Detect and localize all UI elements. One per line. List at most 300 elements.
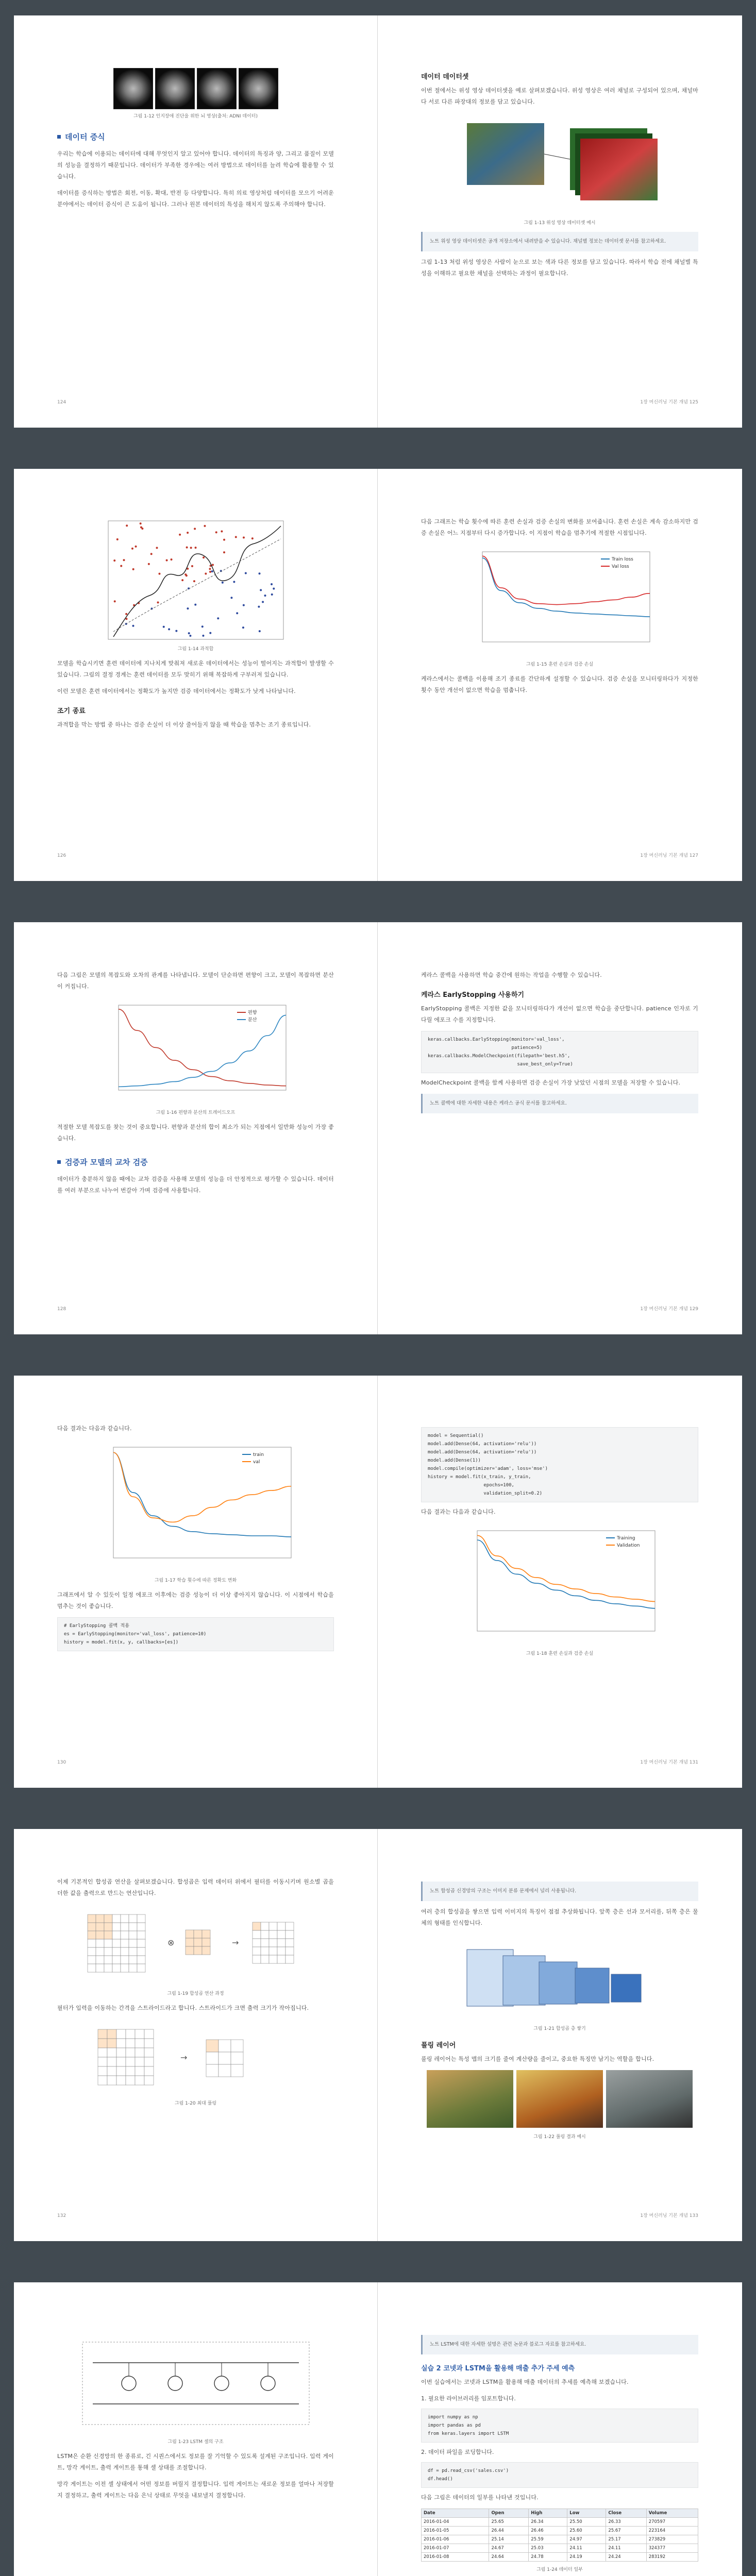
spread-6 [14,2282,742,2576]
page-right-4 [378,1376,742,1788]
grid-cell [231,2064,243,2077]
pooling-diagram [77,2019,314,2096]
paragraph: 다음 그림은 데이터의 일부를 나타낸 것입니다. [421,2494,539,2501]
table-cell: 24.67 [489,2544,529,2553]
grid-cell [261,1930,269,1939]
feature-map [575,1968,609,2003]
red-point [190,547,192,549]
table-cell: 24.64 [489,2553,529,2562]
page-right-6 [378,2282,742,2576]
red-point [123,559,125,561]
page-left-2 [14,469,378,881]
blue-point [273,588,275,590]
grid-cell [206,2040,219,2052]
table-header-cell: Open [489,2509,529,2518]
grid-cell [98,2039,107,2048]
table-cell: 25.65 [489,2518,529,2527]
grid-cell [277,1922,285,1930]
spread-3 [14,922,742,1334]
blue-point [264,595,266,597]
grid-cell [144,2039,154,2048]
grid-cell [107,2048,116,2057]
grid-cell [116,2057,126,2066]
grid-cell [253,1930,261,1939]
page-number: 124 [57,400,66,405]
grid-cell [116,2048,126,2057]
gate-node [168,2376,182,2391]
grid-cell [88,1956,96,1964]
page-right-3 [378,922,742,1334]
red-point [221,530,223,532]
table-header-cell: High [529,2509,567,2518]
grid-cell [129,1939,137,1947]
figure-caption: 그림 1-23 LSTM 셀의 구조 [167,2439,224,2445]
subsection-heading: 데이터 데이터셋 [421,73,469,81]
red-point [135,546,137,548]
blue-point [162,626,164,628]
red-point [184,573,187,575]
red-point [113,560,115,562]
grid-cell [137,1947,145,1956]
blue-point [244,572,246,574]
grid-cell [144,2066,154,2076]
figure-caption: 그림 1-22 풀링 결과 예시 [533,2134,586,2140]
grid-cell [206,2064,219,2077]
grid-cell [277,1955,285,1963]
grid-cell [121,1947,129,1956]
table-cell: 25.50 [567,2518,606,2527]
input-grid [88,1914,145,1972]
grid-cell [206,2052,219,2064]
note-box: 노트 합성곱 신경망의 구조는 이미지 분류 문제에서 널리 사용됩니다. [421,1882,698,1901]
grid-cell [104,1923,112,1931]
grid-cell [112,1939,121,1947]
note-box: 노트 콜백에 대한 자세한 내용은 케라스 공식 문서를 참고하세요. [421,1094,698,1113]
code-block: keras.callbacks.EarlyStopping(monitor='val_loss', patience=5) keras.callbacks.ModelCheckpoint(filepath='best.h5', save_best_only=True) [421,1031,698,1073]
feature-map [539,1962,577,2004]
grid-cell [96,1947,104,1956]
table-cell: 2016-01-08 [422,2553,489,2562]
grid-cell [269,1930,277,1939]
blue-point [209,632,211,634]
red-point [150,553,152,555]
grid-cell [96,1914,104,1923]
blue-point [194,604,196,606]
subsection-heading: 조기 종료 [57,707,86,715]
table-row [422,2518,698,2527]
paragraph: 풀링 레이어는 특성 맵의 크기를 줄여 계산량을 줄이고, 중요한 특징만 남기는 역할을 합니다. [421,2056,654,2062]
grid-cell [121,1964,129,1972]
page-header-footer: 1장 머신러닝 기본 개념 131 [640,1760,698,1765]
legend-label: Validation [617,1543,640,1548]
blue-point [201,625,203,628]
grid-cell [88,1947,96,1956]
figure-caption: 그림 1-17 학습 횟수에 따른 정확도 변화 [154,1578,237,1583]
grid-cell [129,1923,137,1931]
red-point [234,536,237,538]
paragraph: 여러 층의 합성곱을 쌓으면 입력 이미지의 특징이 점점 추상화됩니다. 앞쪽 층은 선과 모서리를, 뒤쪽 층은 물체의 형태를 인식합니다. [421,1908,698,1926]
grid-cell [269,1947,277,1955]
convolution-diagram [77,1904,314,1987]
grid-cell [269,1955,277,1963]
figure-caption: 그림 1-14 과적합 [177,647,214,652]
grid-cell [186,1938,194,1946]
red-point [158,573,160,575]
photo-row [421,2070,698,2128]
red-point [140,526,142,528]
paragraph: 그래프에서 알 수 있듯이 일정 에포크 이후에는 검증 성능이 더 이상 좋아지지 않습니다. 이 시점에서 학습을 멈추는 것이 좋습니다. [57,1591,334,1609]
grid-cell [88,1939,96,1947]
table-cell: 2016-01-07 [422,2544,489,2553]
red-point [203,556,205,558]
table-header-cell: Date [422,2509,489,2518]
paragraph: 과적합을 막는 방법 중 하나는 검증 손실이 더 이상 줄어들지 않을 때 학습을 멈추는 조기 종료입니다. [57,721,311,728]
red-point [165,559,167,561]
grid-cell [104,1956,112,1964]
paragraph: 망각 게이트는 이전 셀 상태에서 어떤 정보를 버릴지 결정합니다. 입력 게이트는 새로운 정보를 얼마나 저장할지 결정하고, 출력 게이트는 다음 은닉 상태로 무엇을 내보낼지 결정합니다. [57,2481,334,2499]
paragraph: 다음 그래프는 학습 횟수에 따른 훈련 손실과 검증 손실의 변화를 보여줍니다. 훈련 손실은 계속 감소하지만 검증 손실은 어느 지점부터 다시 증가합니다. 이 지점이 학습을 멈추기에 적절한 시점입니다. [421,518,698,536]
grid-cell [194,1930,202,1938]
grid-cell [126,2039,135,2048]
overfitting-scatter [103,518,289,642]
subsection-heading: 케라스 EarlyStopping 사용하기 [421,991,525,999]
legend-entry [237,1016,257,1023]
figure-caption: 그림 1-19 합성곱 연산 과정 [167,1991,224,1996]
table-header-row [422,2509,698,2518]
blue-point [258,630,260,632]
paragraph: 이런 모델은 훈련 데이터에서는 정확도가 높지만 검증 데이터에서는 정확도가 낮게 나타납니다. [57,688,296,694]
spread-2 [14,469,742,881]
blue-point [187,607,189,609]
blue-point [260,589,262,591]
figure-caption: 그림 1-18 훈련 손실과 검증 손실 [526,1651,594,1656]
grid-cell [112,1923,121,1931]
page-right-1 [378,15,742,428]
svg-text:→: → [231,1938,239,1947]
section-heading: 데이터 증식 [57,131,334,142]
code-block: model = Sequential() model.add(Dense(64, activation='relu')) model.add(Dense(64, activation='relu')) model.add(Dense(1)) model.compile(optimizer='adam', loss='mse') history = model.fit(x_train, y_train, epochs=100, validation_split=0.2) [421,1427,698,1502]
blue-point [189,635,191,637]
blue-point [271,583,273,585]
table-cell: 270597 [646,2518,698,2527]
grid-cell [121,1956,129,1964]
grid-cell [107,2076,116,2085]
blue-point [175,630,177,632]
grid-cell [137,1931,145,1939]
plot-frame [113,1447,291,1558]
table-cell: 24.11 [606,2544,646,2553]
grid-cell [96,1931,104,1939]
series-line-1 [113,1452,291,1522]
grid-cell [121,1914,129,1923]
smooth-boundary [113,539,281,632]
section-heading: 실습 2 코넷과 LSTM을 활용해 매출 추가 주세 예측 [421,2365,575,2372]
grid-cell [96,1939,104,1947]
red-point [120,565,122,567]
blue-point [230,597,232,599]
code-block: import numpy as np import pandas as pd from keras.layers import LSTM [421,2409,698,2443]
grid-cell [88,1931,96,1939]
spread-1 [14,15,742,428]
bias-variance-chart [98,997,294,1106]
paragraph: 이제 기본적인 합성곱 연산을 살펴보겠습니다. 합성곱은 입력 데이터 위에서 필터를 이동시키며 원소별 곱을 더한 값을 출력으로 만드는 연산입니다. [57,1878,334,1896]
grid-cell [253,1947,261,1955]
blue-point [211,570,213,572]
paragraph: LSTM은 순환 신경망의 한 종류로, 긴 시퀀스에서도 정보를 잘 기억할 수 있도록 설계된 구조입니다. 입력 게이트, 망각 게이트, 출력 게이트를 통해 셀 상태를 조절합니다. [57,2453,334,2471]
grid-cell [269,1922,277,1930]
grid-cell [121,1939,129,1947]
table-cell: 2016-01-04 [422,2518,489,2527]
red-point [187,532,189,534]
red-point [211,564,213,566]
grid-cell [261,1947,269,1955]
grid-cell [137,1956,145,1964]
grid-cell [285,1930,294,1939]
legend-label: train [253,1452,264,1458]
page-header-footer: 1장 머신러닝 기본 개념 125 [640,400,698,405]
figure-caption: 그림 1-21 합성곱 층 쌓기 [533,2026,586,2031]
photo-autumn [516,2070,603,2128]
page-left-4 [14,1376,378,1788]
grid-cell [285,1922,294,1930]
photo-cat [606,2070,693,2128]
paragraph: 다음 결과는 다음과 같습니다. [57,1425,132,1432]
lstm-gates [122,2363,275,2391]
grid-cell [107,2066,116,2076]
table-row [422,2527,698,2535]
plot-frame [119,1005,286,1090]
spread-5 [14,1829,742,2241]
red-point [191,565,193,567]
grid-cell [144,2048,154,2057]
table-cell: 25.59 [529,2535,567,2544]
grid-cell [98,2057,107,2066]
gate-node [214,2376,229,2391]
table-row [422,2544,698,2553]
section-heading: 검증과 모델의 교차 검증 [57,1157,334,1167]
table-row [422,2535,698,2544]
satellite-rgb-image [467,123,544,185]
table-header-cell: Low [567,2509,606,2518]
table-header-cell: Volume [646,2509,698,2518]
grid-cell [253,1939,261,1947]
grid-cell [112,1931,121,1939]
red-point [139,522,141,524]
legend-entry [606,1543,640,1548]
grid-cell [277,1939,285,1947]
paragraph: 적절한 모델 복잡도를 찾는 것이 중요합니다. 편향과 분산의 합이 최소가 되는 지점에서 일반화 성능이 가장 좋습니다. [57,1124,334,1142]
list-item: 1. 필요한 라이브러리를 임포트합니다. [421,2395,516,2402]
training-validation-chart [457,1523,663,1647]
red-point [251,537,253,539]
grid-cell [98,2048,107,2057]
table-cell: 223164 [646,2527,698,2535]
photo-forest [427,2070,513,2128]
page-left-5 [14,1829,378,2241]
grid-cell [202,1938,210,1946]
red-point [131,548,133,550]
paragraph: 이번 절에서는 위성 영상 데이터셋을 예로 살펴보겠습니다. 위성 영상은 여러 채널로 구성되어 있으며, 채널마다 서로 다른 파장대의 정보를 담고 있습니다. [421,87,698,105]
grid-cell [116,2029,126,2039]
grid-cell [285,1939,294,1947]
legend-entry [601,564,629,569]
table-cell: 25.67 [606,2527,646,2535]
table-cell: 24.78 [529,2553,567,2562]
svg-text:⊗: ⊗ [167,1938,174,1947]
legend-entry [242,1452,264,1458]
mri-slice [155,68,195,109]
legend-label: Val loss [612,564,629,569]
page-right-2 [378,469,742,881]
grid-cell [112,1956,121,1964]
red-point [156,547,158,549]
blue-point [202,635,204,637]
series-line-1 [482,556,650,604]
grid-cell [112,1914,121,1923]
grid-cell [129,1947,137,1956]
page-number: 130 [57,1760,66,1765]
legend-label: val [253,1460,260,1465]
satellite-channel-image [580,139,658,200]
grid-cell [129,1956,137,1964]
heading-bullet-icon [57,1160,61,1164]
series-line-1 [119,1015,286,1087]
table-cell: 24.24 [606,2553,646,2562]
blue-point [258,606,260,608]
grid-cell [88,1923,96,1931]
red-point [205,572,207,574]
page-header-footer: 1장 머신러닝 기본 개념 133 [640,2213,698,2218]
cnn-stack-diagram [451,1934,668,2022]
mri-slice [197,68,237,109]
grid-cell [126,2066,135,2076]
lstm-diagram [72,2332,320,2435]
grid-cell [285,1947,294,1955]
table-cell: 2016-01-06 [422,2535,489,2544]
red-point [126,524,128,527]
grid-cell [144,2057,154,2066]
table-cell: 283192 [646,2553,698,2562]
grid-cell [112,1947,121,1956]
blue-points [125,570,275,637]
paragraph: 이번 실습에서는 코넷과 LSTM을 활용해 매출 데이터의 추세를 예측해 보겠습니다. [421,2379,629,2385]
grid-cell [285,1955,294,1963]
grid-cell [194,1938,202,1946]
page-header-footer: 1장 머신러닝 기본 개념 129 [640,1307,698,1312]
table-header-cell: Close [606,2509,646,2518]
table-cell: 24.97 [567,2535,606,2544]
paragraph: 데이터가 충분하지 않을 때에는 교차 검증을 사용해 모델의 성능을 더 안정적으로 평가할 수 있습니다. 데이터를 여러 부분으로 나누어 번갈아 가며 검증에 사용합니다. [57,1176,334,1194]
paragraph: 모델을 학습시키면 훈련 데이터에 지나치게 맞춰져 새로운 데이터에서는 성능이 떨어지는 과적합이 발생할 수 있습니다. 그림의 결정 경계는 훈련 데이터를 모두 맞히기 위해 복잡하게 구부러져 있습니다. [57,660,334,678]
grid-cell [135,2039,144,2048]
table-cell: 26.34 [529,2518,567,2527]
red-point [204,525,206,527]
grid-cell [261,1922,269,1930]
table-cell: 324377 [646,2544,698,2553]
page-right-5 [378,1829,742,2241]
series-line-0 [477,1540,655,1608]
red-point [223,551,225,553]
grid-cell [104,1939,112,1947]
grid-cell [186,1946,194,1955]
legend-label: Training [617,1536,635,1541]
red-point [113,600,115,602]
page-left-1 [14,15,378,428]
grid-cell [194,1946,202,1955]
grid-cell [231,2052,243,2064]
table-cell: 26.33 [606,2518,646,2527]
page-number: 126 [57,853,66,858]
figure-caption: 그림 1-12 인지장애 진단을 위한 뇌 영상(출처: ADNI 데이터) [133,114,258,119]
figure-caption: 그림 1-16 편향과 분산의 트레이드오프 [156,1110,236,1115]
grid-cell [88,1914,96,1923]
table-row [422,2553,698,2562]
table-cell: 25.17 [606,2535,646,2544]
red-point [181,579,183,581]
table-cell: 24.19 [567,2553,606,2562]
table-cell: 25.14 [489,2535,529,2544]
gate-node [122,2376,136,2391]
svg-text:→: → [180,2053,187,2062]
legend-entry [237,1009,257,1015]
satellite-figure [451,113,668,216]
grid-cell [98,2076,107,2085]
legend-entry [242,1460,260,1465]
red-point [179,534,181,536]
blue-point [217,617,219,619]
mri-slice [239,68,278,109]
blue-point [188,632,190,634]
figure-caption: 그림 1-13 위성 영상 데이터셋 예시 [524,221,596,226]
grid-cell [135,2066,144,2076]
blue-point [242,604,244,606]
page-number: 128 [57,1307,66,1312]
grid-cell [98,2029,107,2039]
legend-entry [601,557,633,562]
paragraph: 필터가 입력을 이동하는 간격을 스트라이드라고 합니다. 스트라이드가 크면 출력 크기가 작아집니다. [57,2005,309,2011]
grid-cell [135,2048,144,2057]
grid-cell [135,2076,144,2085]
paragraph: 우리는 학습에 이용되는 데이터에 대해 무엇인지 알고 있어야 합니다. 데이터의 특징과 양, 그리고 품질이 모델의 성능을 결정하기 때문입니다. 데이터가 부족한 경우에는 여러 방법으로 데이터를 늘려 학습에 활용할 수 있습니다. [57,150,334,180]
grid-cell [121,1931,129,1939]
red-point [186,547,188,549]
grid-cell [202,1930,210,1938]
grid-cell [202,1946,210,1955]
red-point [209,568,211,570]
code-block: # EarlyStopping 콜백 적용 es = EarlyStopping(monitor='val_loss', patience=10) history = model.fit(x, y, callbacks=[es]) [57,1617,334,1651]
grid-cell [107,2029,116,2039]
grid-cell [98,2066,107,2076]
mri-image-strip [57,68,334,109]
page-header-footer: 1장 머신러닝 기본 개념 127 [640,853,698,858]
grid-cell [126,2076,135,2085]
red-point [209,571,211,573]
mri-slice [113,68,153,109]
subsection-heading: 풀링 레이어 [421,2042,456,2049]
blue-point [271,594,273,596]
page-number: 132 [57,2213,66,2218]
code-block: df = pd.read_csv('sales.csv') df.head() [421,2462,698,2488]
heading-bullet-icon [57,135,61,139]
grid-cell [96,1964,104,1972]
legend-label: 분산 [247,1018,257,1023]
paragraph: 다음 그림은 모델의 복잡도와 오차의 관계를 나타냅니다. 모델이 단순하면 편향이 크고, 모델이 복잡하면 분산이 커집니다. [57,972,334,990]
grid-cell [107,2039,116,2048]
red-point [170,558,172,561]
blue-point [242,626,244,629]
grid-cell [104,1964,112,1972]
figure-caption: 그림 1-15 훈련 손실과 검증 손실 [526,662,594,667]
